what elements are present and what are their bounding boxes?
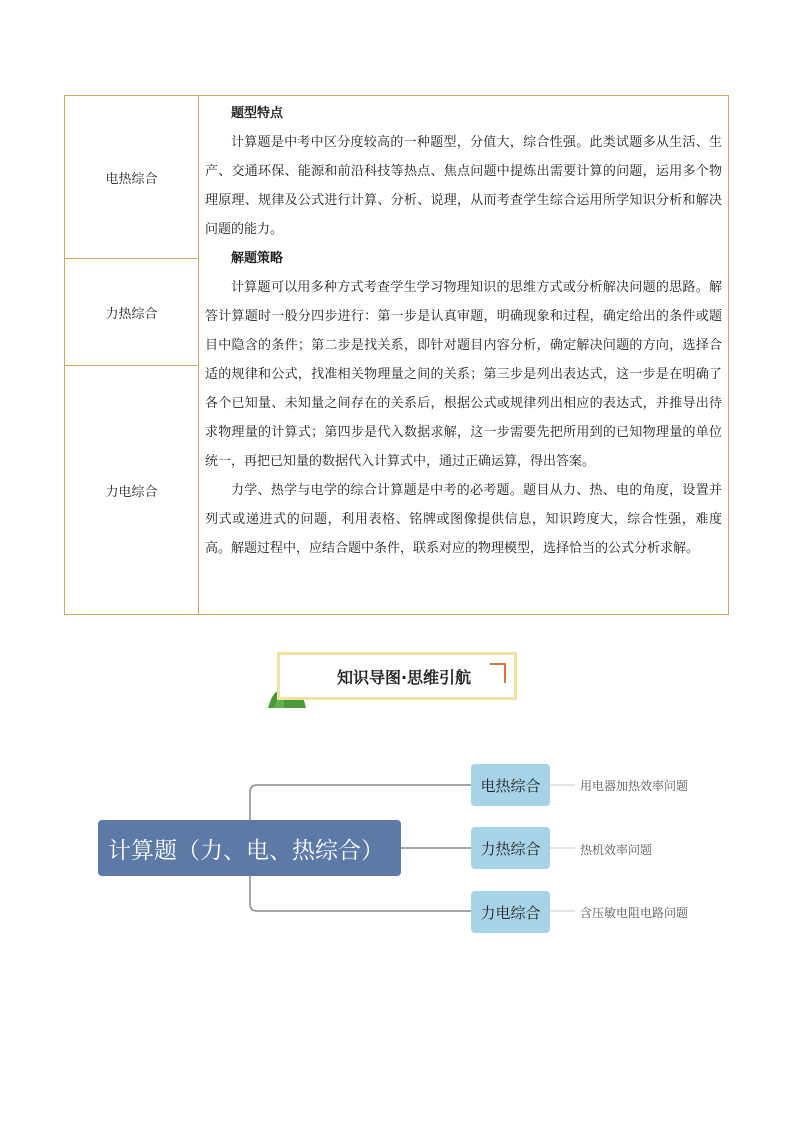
section-heading: 解题策略 [231, 251, 284, 266]
mindmap-leaf: 用电器加热效率问题 [580, 779, 689, 793]
mindmap-leaf: 热机效率问题 [580, 843, 653, 857]
mindmap-leaf: 含压敏电阻电路问题 [580, 906, 689, 920]
paragraph: 计算题可以用多种方式考查学生学习物理知识的思维方式或分析解决问题的思路。解答计算题时一般分四步进行：第一步是认真审题，明确现象和过程，确定给出的条件或题目中隐含的条件；第二步是找关系，即针对题目内容分析，确定解决问题的方向，选择合适的规律和公式，找准相关物理量之间的关系；第三步是列出表达式，这一步是在明确了各个已知量、未知量之间存在的关系后，根据公式或规律列出相应的表达式，并推导出待求物理量的计算式；第四步是代入数据求解，这一步需要先把所用到的已知物理量的单位统一，再把已知量的数据代入计算式中，通过正确运算，得出答案。 [205, 280, 722, 469]
category-cell: 力热综合 [65, 259, 198, 366]
mindmap-branch: 力热综合 [471, 827, 550, 869]
category-cell: 电热综合 [65, 96, 198, 259]
mindmap-branch: 力电综合 [471, 891, 550, 933]
category-cell: 力电综合 [105, 484, 158, 500]
mindmap-branch: 电热综合 [471, 764, 550, 806]
section-heading: 题型特点 [231, 106, 284, 121]
paragraph: 计算题是中考中区分度较高的一种题型，分值大，综合性强。此类试题多从生活、生产、交通环保、能源和前沿科技等热点、焦点问题中提炼出需要计算的问题，运用多个物理原理、规律及公式进行计算、分析、说理，从而考查学生综合运用所学知识分析和解决问题的能力。 [205, 135, 722, 237]
banner-title: 知识导图·思维引航 [336, 667, 472, 687]
mindmap-root: 计算题（力、电、热综合） [98, 820, 401, 876]
paragraph: 力学、热学与电学的综合计算题是中考的必考题。题目从力、热、电的角度，设置并列式或递进式的问题，利用表格、铭牌或图像提供信息，知识跨度大，综合性强，难度高。解题过程中，应结合题中条件，联系对应的物理模型，选择恰当的公式分析求解。 [205, 483, 722, 556]
